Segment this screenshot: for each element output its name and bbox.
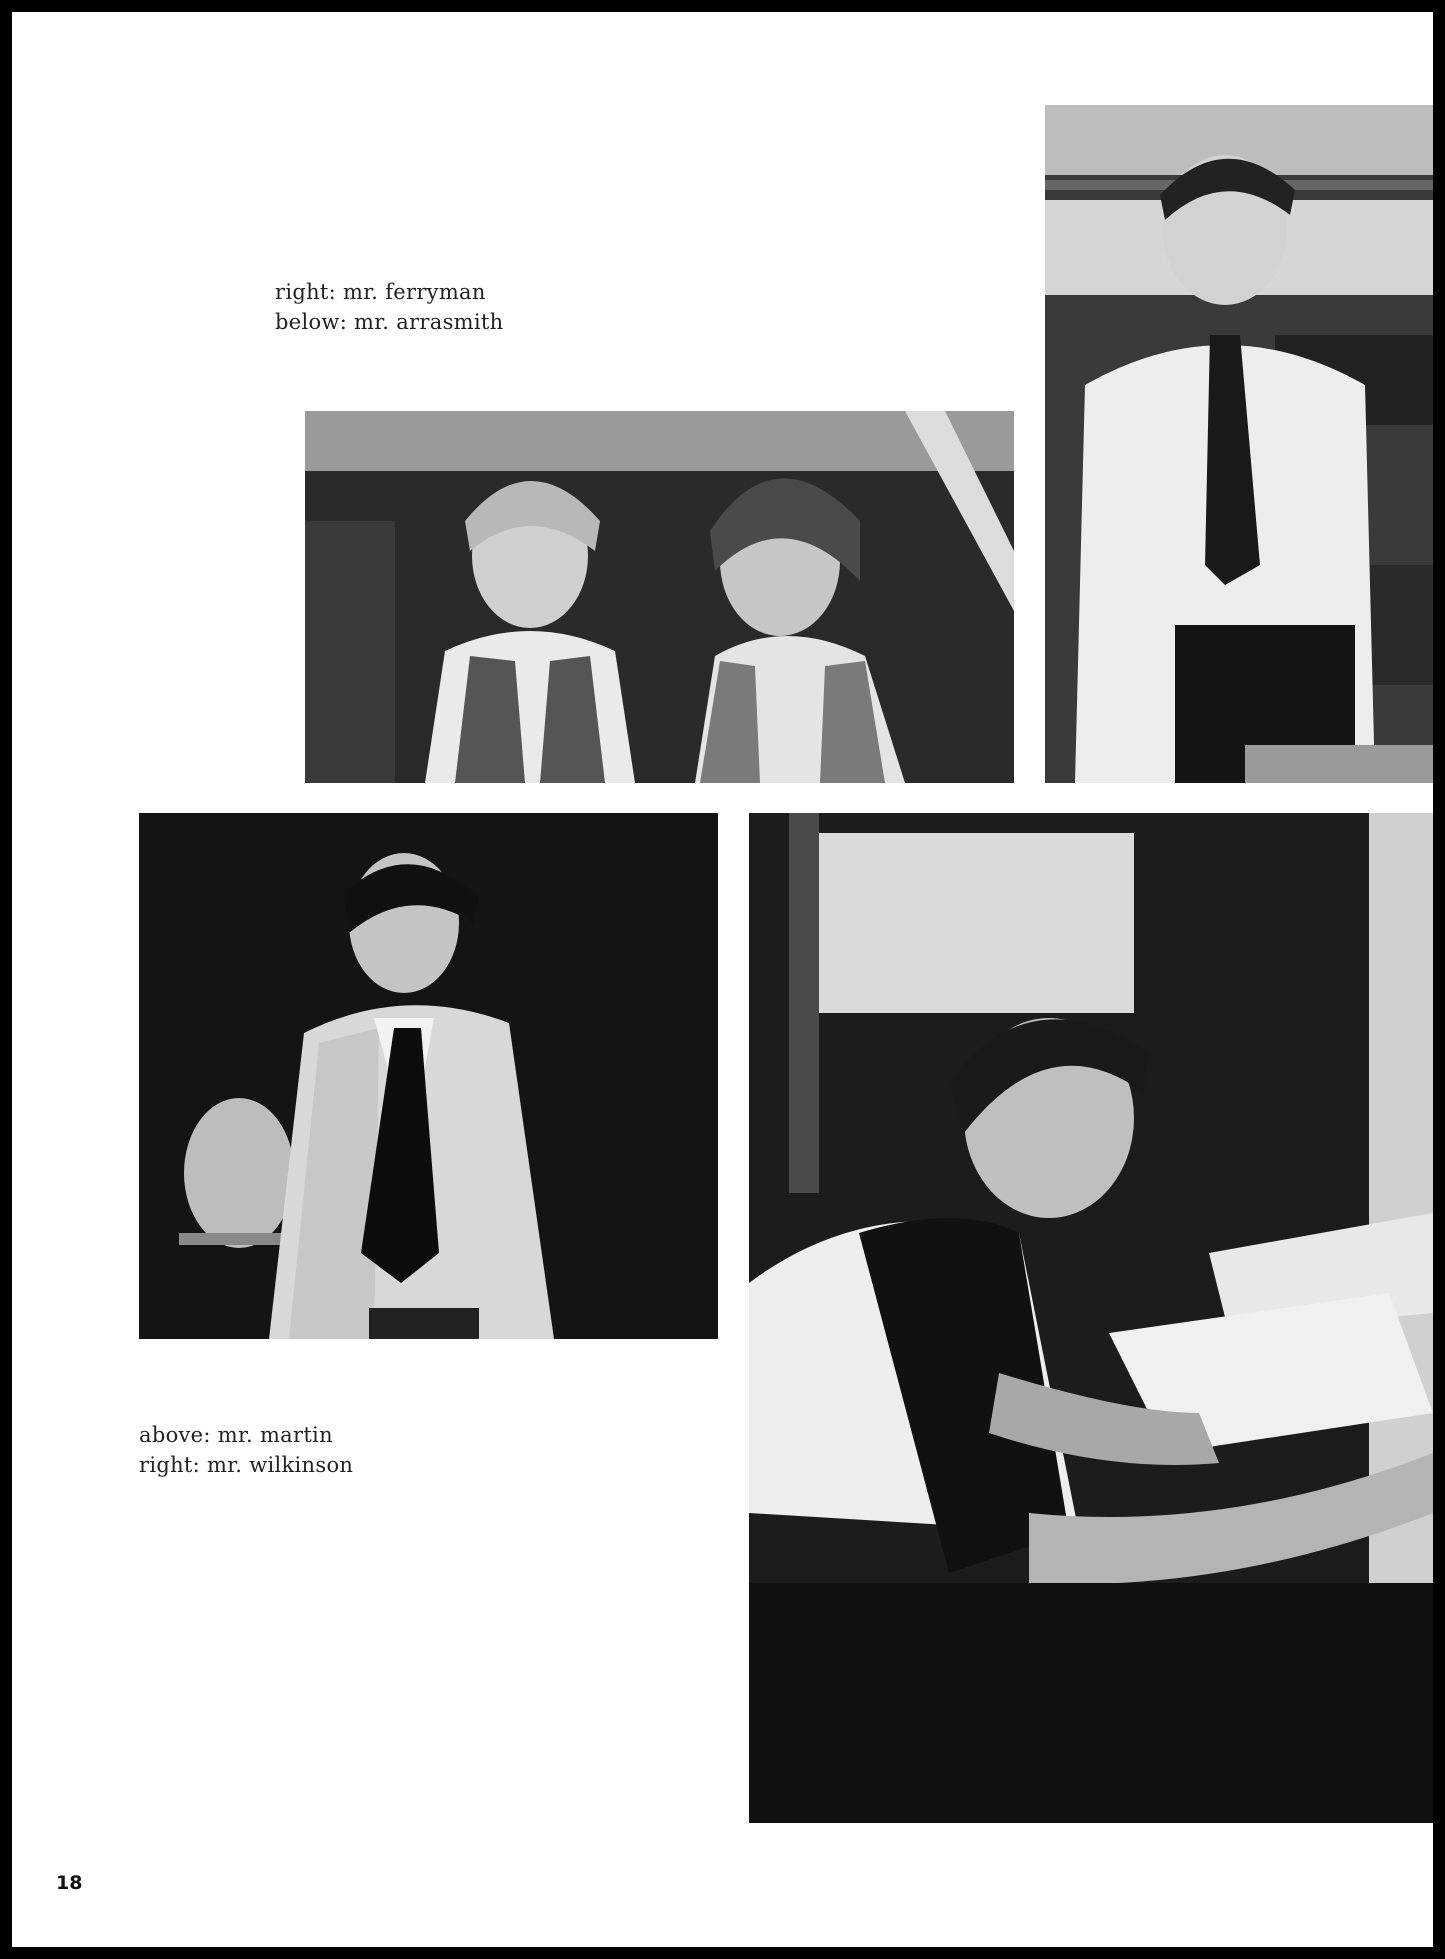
caption-bottom	[139, 1420, 353, 1480]
caption-top-line1: right: mr. ferryman	[275, 280, 486, 304]
yearbook-page	[12, 12, 1433, 1947]
caption-top	[275, 277, 503, 337]
page-number: 18	[56, 1872, 83, 1894]
caption-bottom-line2: right: mr. wilkinson	[139, 1453, 354, 1477]
caption-bottom-line1: above: mr. martin	[139, 1423, 333, 1447]
photo-man-bookshelf	[1045, 105, 1433, 783]
photo-two-women	[305, 411, 1014, 783]
photo-man-at-desk	[749, 813, 1433, 1823]
caption-top-line2: below: mr. arrasmith	[275, 310, 504, 334]
photo-man-plaid-jacket	[139, 813, 718, 1339]
